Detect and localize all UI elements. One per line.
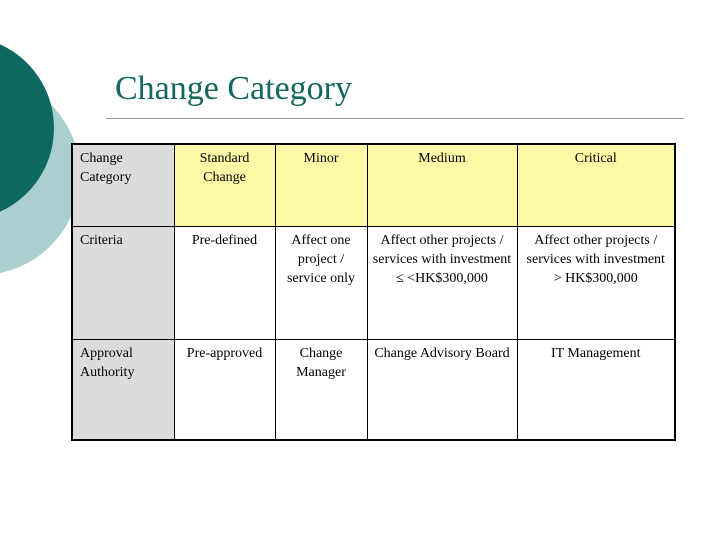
cell-criteria-medium: Affect other projects / services with investment ≤ <HK$300,000 xyxy=(367,227,517,340)
title-divider xyxy=(106,118,684,119)
header-minor: Minor xyxy=(275,144,367,227)
cell-approval-critical: IT Management xyxy=(517,340,675,441)
cell-approval-minor: Change Manager xyxy=(275,340,367,441)
cell-criteria-minor: Affect one project / service only xyxy=(275,227,367,340)
header-medium: Medium xyxy=(367,144,517,227)
row-label-criteria: Criteria xyxy=(72,227,174,340)
header-standard-change: Standard Change xyxy=(174,144,275,227)
change-category-table xyxy=(71,143,676,441)
table-row-approval-authority xyxy=(72,340,675,441)
cell-criteria-critical: Affect other projects / services with investment > HK$300,000 xyxy=(517,227,675,340)
header-critical: Critical xyxy=(517,144,675,227)
row-label-approval-authority: Approval Authority xyxy=(72,340,174,441)
cell-criteria-standard: Pre-defined xyxy=(174,227,275,340)
cell-approval-medium: Change Advisory Board xyxy=(367,340,517,441)
slide-title: Change Category xyxy=(115,70,352,107)
cell-approval-standard: Pre-approved xyxy=(174,340,275,441)
header-label-cell: Change Category xyxy=(72,144,174,227)
table-row-criteria xyxy=(72,227,675,340)
table-header-row xyxy=(72,144,675,227)
